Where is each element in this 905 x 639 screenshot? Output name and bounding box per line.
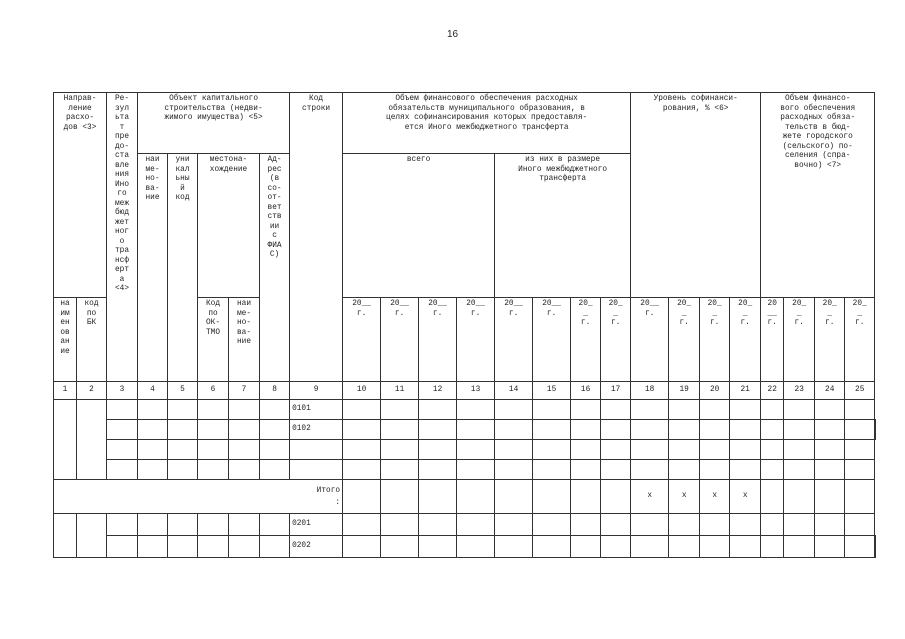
table-cell xyxy=(669,536,700,558)
table-row xyxy=(54,440,876,460)
column-number: 9 xyxy=(290,382,343,400)
year-col-19: 20_ _ г. xyxy=(669,298,700,382)
column-number: 17 xyxy=(601,382,631,400)
table-cell xyxy=(601,536,631,558)
table-cell xyxy=(198,536,229,558)
total-label: Итого : xyxy=(54,480,343,514)
table-cell xyxy=(631,460,669,480)
table-cell xyxy=(631,420,669,440)
row-code-cell: 0101 xyxy=(290,400,343,420)
column-number: 2 xyxy=(77,382,107,400)
table-cell xyxy=(730,420,761,440)
table-cell xyxy=(730,514,761,536)
table-cell xyxy=(343,460,381,480)
table-cell xyxy=(669,400,700,420)
financing-table xyxy=(53,92,876,558)
table-cell xyxy=(815,480,845,514)
table-cell xyxy=(601,514,631,536)
column-numbers-row xyxy=(54,382,876,400)
table-cell xyxy=(730,400,761,420)
table-cell xyxy=(533,420,571,440)
table-cell xyxy=(601,420,631,440)
table-cell xyxy=(107,400,138,420)
table-cell xyxy=(784,420,815,440)
table-cell xyxy=(198,514,229,536)
year-col-21: 20_ _ г. xyxy=(730,298,761,382)
row-code-cell: 0201 xyxy=(290,514,343,536)
year-col-14: 20__ г. xyxy=(495,298,533,382)
table-cell xyxy=(700,460,730,480)
table-cell xyxy=(343,514,381,536)
column-number: 7 xyxy=(229,382,260,400)
table-cell xyxy=(533,480,571,514)
table-cell xyxy=(419,536,457,558)
table-cell xyxy=(168,460,198,480)
year-col-23: 20_ _ г. xyxy=(784,298,815,382)
table-row xyxy=(54,460,876,480)
header-total: всего xyxy=(343,154,495,298)
table-cell xyxy=(571,400,601,420)
year-col-11: 20__ г. xyxy=(381,298,419,382)
table-cell xyxy=(77,514,107,558)
table-cell xyxy=(815,420,845,440)
column-number: 4 xyxy=(138,382,168,400)
table-cell xyxy=(419,460,457,480)
table-cell xyxy=(845,514,875,536)
table-cell xyxy=(571,420,601,440)
table-cell xyxy=(784,460,815,480)
table-cell xyxy=(700,514,730,536)
table-cell xyxy=(784,400,815,420)
table-cell xyxy=(495,514,533,536)
column-number: 20 xyxy=(700,382,730,400)
table-cell xyxy=(290,460,343,480)
table-cell xyxy=(54,400,77,480)
table-cell xyxy=(533,400,571,420)
column-number: 24 xyxy=(815,382,845,400)
table-cell xyxy=(260,514,290,536)
table-cell xyxy=(343,420,381,440)
table-cell xyxy=(815,400,845,420)
year-col-13: 20__ г. xyxy=(457,298,495,382)
table-cell xyxy=(138,460,168,480)
table-cell xyxy=(761,480,784,514)
table-cell xyxy=(761,420,784,440)
header-direction: Направ- ление расхо- дов <3> xyxy=(54,93,107,298)
column-number: 6 xyxy=(198,382,229,400)
table-cell xyxy=(495,480,533,514)
table-row xyxy=(54,536,876,558)
table-cell xyxy=(457,440,495,460)
table-cell xyxy=(784,536,815,558)
table-cell xyxy=(601,460,631,480)
table-cell xyxy=(229,514,260,536)
table-cell xyxy=(730,536,761,558)
year-col-16: 20_ _ г. xyxy=(571,298,601,382)
year-col-22: 20 __ г. xyxy=(761,298,784,382)
table-cell xyxy=(290,440,343,460)
table-cell xyxy=(761,536,784,558)
column-number: 8 xyxy=(260,382,290,400)
table-cell xyxy=(571,480,601,514)
x-mark: x xyxy=(730,480,761,514)
column-number: 21 xyxy=(730,382,761,400)
table-cell xyxy=(845,400,875,420)
table-cell xyxy=(571,536,601,558)
header-settlement: Объем финансо- вого обеспечения расходных обяза- тельств в бюд- жете городского (сельского) по- селения (спра- вочно) <7> xyxy=(761,93,875,298)
table-cell xyxy=(631,440,669,460)
table-cell xyxy=(495,400,533,420)
x-mark: x xyxy=(631,480,669,514)
table-cell xyxy=(533,514,571,536)
year-col-12: 20__ г. xyxy=(419,298,457,382)
x-mark: x xyxy=(700,480,730,514)
table-cell xyxy=(761,440,784,460)
table-cell xyxy=(457,400,495,420)
column-number: 14 xyxy=(495,382,533,400)
table-cell xyxy=(419,514,457,536)
table-cell xyxy=(77,400,107,480)
table-cell xyxy=(381,400,419,420)
table-cell xyxy=(198,440,229,460)
column-number: 25 xyxy=(845,382,875,400)
table-cell xyxy=(601,480,631,514)
table-cell xyxy=(875,420,876,440)
year-col-17: 20_ _ г. xyxy=(601,298,631,382)
year-col-24: 20_ _ г. xyxy=(815,298,845,382)
table-row xyxy=(54,420,876,440)
table-cell xyxy=(107,536,138,558)
column-number: 13 xyxy=(457,382,495,400)
table-cell xyxy=(54,514,77,558)
header-direction-name: на им ен ов ан ие xyxy=(54,298,77,382)
table-cell xyxy=(571,514,601,536)
table-cell xyxy=(457,514,495,536)
table-cell xyxy=(533,440,571,460)
table-cell xyxy=(571,460,601,480)
table-cell xyxy=(260,420,290,440)
table-cell xyxy=(168,420,198,440)
table-cell xyxy=(198,420,229,440)
table-cell xyxy=(631,400,669,420)
table-cell xyxy=(631,514,669,536)
table-cell xyxy=(700,440,730,460)
row-code-cell: 0102 xyxy=(290,420,343,440)
table-cell xyxy=(419,400,457,420)
year-col-25: 20_ _ г. xyxy=(845,298,875,382)
column-number: 22 xyxy=(761,382,784,400)
table-row xyxy=(54,400,876,420)
year-col-10: 20__ г. xyxy=(343,298,381,382)
table-cell xyxy=(730,440,761,460)
table-cell xyxy=(533,460,571,480)
header-unique-code: уни кал ьны й код xyxy=(168,154,198,382)
table-cell xyxy=(669,460,700,480)
column-number: 10 xyxy=(343,382,381,400)
table-cell xyxy=(845,440,875,460)
table-cell xyxy=(343,440,381,460)
table-cell xyxy=(107,460,138,480)
column-number: 5 xyxy=(168,382,198,400)
row-code-cell: 0202 xyxy=(290,536,343,558)
table-cell xyxy=(845,480,875,514)
table-cell xyxy=(229,420,260,440)
header-object: Объект капитального строительства (недви- жимого имущества) <5> xyxy=(138,93,290,154)
table-cell xyxy=(815,440,845,460)
table-cell xyxy=(229,440,260,460)
table-cell xyxy=(343,536,381,558)
table-cell xyxy=(601,400,631,420)
table-cell xyxy=(260,460,290,480)
table-cell xyxy=(700,400,730,420)
table-cell xyxy=(495,420,533,440)
table-cell xyxy=(761,514,784,536)
column-number: 18 xyxy=(631,382,669,400)
table-cell xyxy=(784,514,815,536)
table-cell xyxy=(260,440,290,460)
table-cell xyxy=(107,440,138,460)
header-location-name: наи ме- но- ва- ние xyxy=(229,298,260,382)
table-cell xyxy=(631,536,669,558)
table-cell xyxy=(138,420,168,440)
table-cell xyxy=(168,514,198,536)
table-cell xyxy=(381,514,419,536)
table-cell xyxy=(845,460,875,480)
header-object-name: наи ме- но- ва- ние xyxy=(138,154,168,382)
table-cell xyxy=(381,536,419,558)
column-number: 15 xyxy=(533,382,571,400)
header-direction-code: код по БК xyxy=(77,298,107,382)
table-cell xyxy=(198,460,229,480)
table-cell xyxy=(138,400,168,420)
table-cell xyxy=(601,440,631,460)
column-number: 11 xyxy=(381,382,419,400)
column-number: 19 xyxy=(669,382,700,400)
table-cell xyxy=(875,536,876,558)
year-col-20: 20_ _ г. xyxy=(700,298,730,382)
table-cell xyxy=(495,460,533,480)
table-cell xyxy=(229,536,260,558)
header-of-which: из них в размере Иного межбюджетного трансферта xyxy=(495,154,631,298)
header-cofinancing: Уровень софинанси- рования, % <6> xyxy=(631,93,761,298)
table-cell xyxy=(730,460,761,480)
table-cell xyxy=(168,440,198,460)
table-cell xyxy=(457,460,495,480)
table-cell xyxy=(138,536,168,558)
header-result: Ре- зул ьта т пре до- ста вле ния Ино го меж бюд жет ног о тра нсф ерт а <4> xyxy=(107,93,138,382)
table-cell xyxy=(571,440,601,460)
table-cell xyxy=(107,420,138,440)
table-cell xyxy=(229,400,260,420)
table-cell xyxy=(815,514,845,536)
table-cell xyxy=(457,536,495,558)
table-cell xyxy=(419,440,457,460)
table-row xyxy=(54,514,876,536)
table-cell xyxy=(343,480,381,514)
table-cell xyxy=(260,400,290,420)
table-cell xyxy=(761,460,784,480)
table-cell xyxy=(761,400,784,420)
table-cell xyxy=(815,460,845,480)
header-funding: Объем финансового обеспечения расходных обязательств муниципального образования, в целях софинансирования которых предоставля- ется Иного межбюджетного трансферта xyxy=(343,93,631,154)
table-cell xyxy=(533,536,571,558)
table-cell xyxy=(229,460,260,480)
table-cell xyxy=(669,514,700,536)
column-number: 16 xyxy=(571,382,601,400)
table-cell xyxy=(669,420,700,440)
x-mark: x xyxy=(669,480,700,514)
header-address: Ад- рес (в со- от- вет ств ии с ФИА С) xyxy=(260,154,290,382)
table-cell xyxy=(419,420,457,440)
header-location: местона- хождение xyxy=(198,154,260,298)
table-cell xyxy=(457,420,495,440)
table-cell xyxy=(495,536,533,558)
table-cell xyxy=(381,480,419,514)
table-cell xyxy=(381,460,419,480)
header-row-code: Код строки xyxy=(290,93,343,382)
table-cell xyxy=(138,514,168,536)
table-cell xyxy=(845,536,875,558)
table-cell xyxy=(381,440,419,460)
table-cell xyxy=(381,420,419,440)
table-cell xyxy=(343,400,381,420)
table-cell xyxy=(198,400,229,420)
table-cell xyxy=(495,440,533,460)
table-cell xyxy=(107,514,138,536)
table-cell xyxy=(784,480,815,514)
table-cell xyxy=(457,480,495,514)
column-number: 23 xyxy=(784,382,815,400)
year-col-15: 20__ г. xyxy=(533,298,571,382)
table-cell xyxy=(168,536,198,558)
year-col-18: 20__ г. xyxy=(631,298,669,382)
page-number: 16 xyxy=(446,29,459,40)
table-cell xyxy=(260,536,290,558)
header-oktmo: Код по ОК- ТМО xyxy=(198,298,229,382)
table-cell xyxy=(419,480,457,514)
table-cell xyxy=(138,440,168,460)
table-cell xyxy=(700,420,730,440)
table-cell xyxy=(669,440,700,460)
table-cell xyxy=(168,400,198,420)
table-cell xyxy=(815,536,845,558)
table-cell xyxy=(700,536,730,558)
column-number: 1 xyxy=(54,382,77,400)
column-number: 3 xyxy=(107,382,138,400)
total-row xyxy=(54,480,876,514)
column-number: 12 xyxy=(419,382,457,400)
table-cell xyxy=(845,420,875,440)
table-cell xyxy=(784,440,815,460)
